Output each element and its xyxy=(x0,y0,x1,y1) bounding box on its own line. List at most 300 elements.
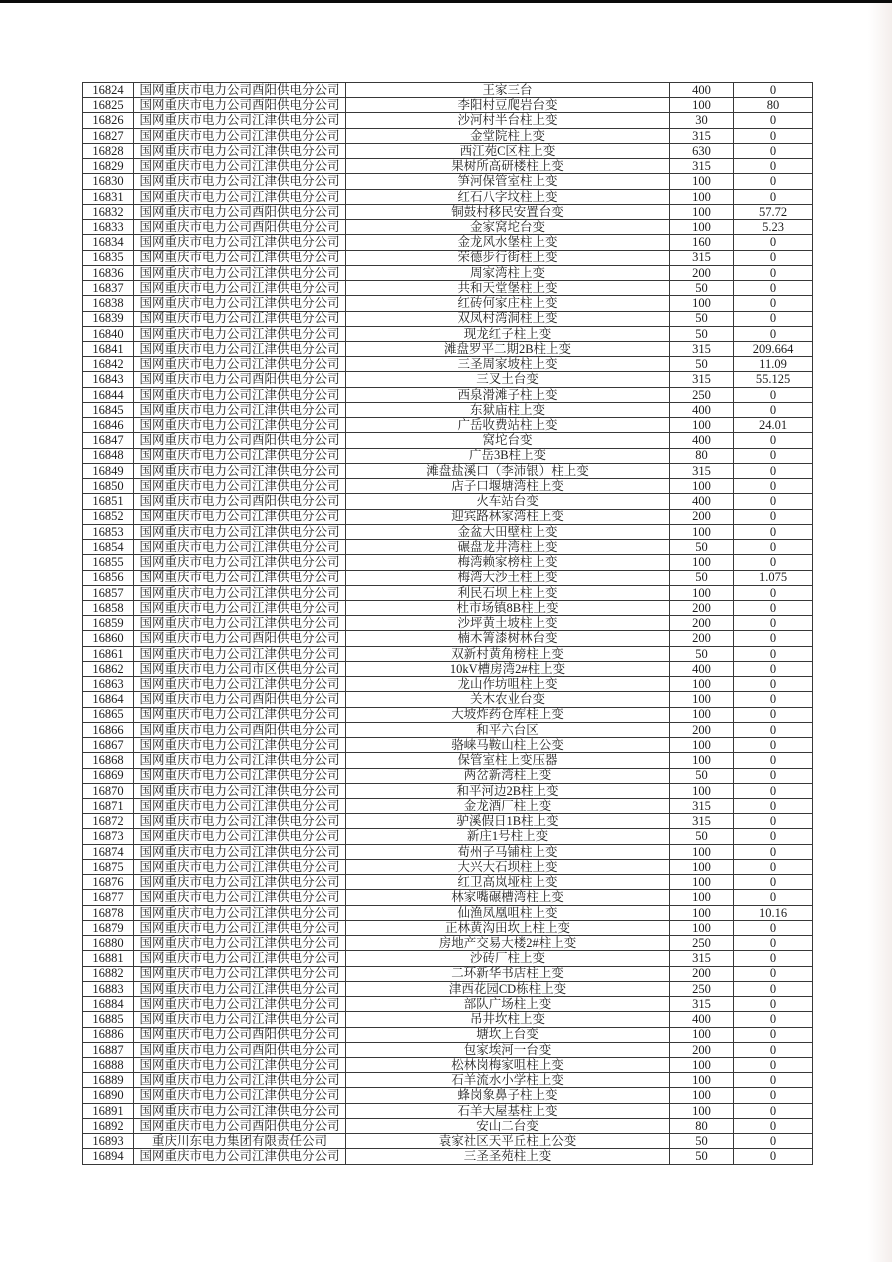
cell-company-name: 重庆川东电力集团有限责任公司 xyxy=(134,1134,346,1149)
cell-capacity: 400 xyxy=(670,1012,734,1027)
table-row xyxy=(83,600,813,615)
cell-station-name: 房地产交易大楼2#柱上变 xyxy=(346,936,670,951)
table-row xyxy=(83,570,813,585)
cell-company-name: 国网重庆市电力公司江津供电分公司 xyxy=(134,357,346,372)
cell-company-name: 国网重庆市电力公司江津供电分公司 xyxy=(134,1088,346,1103)
cell-energy-value: 5.23 xyxy=(734,220,813,235)
cell-company-name: 国网重庆市电力公司酉阳供电分公司 xyxy=(134,1042,346,1057)
cell-energy-value: 0 xyxy=(734,479,813,494)
cell-station-name: 利民石坝上柱上变 xyxy=(346,585,670,600)
cell-capacity: 315 xyxy=(670,951,734,966)
cell-row-id: 16856 xyxy=(83,570,134,585)
table-row xyxy=(83,235,813,250)
cell-capacity: 100 xyxy=(670,189,734,204)
cell-energy-value: 24.01 xyxy=(734,418,813,433)
cell-station-name: 大坡炸药仓库柱上变 xyxy=(346,707,670,722)
cell-station-name: 二环新华书店柱上变 xyxy=(346,966,670,981)
cell-company-name: 国网重庆市电力公司江津供电分公司 xyxy=(134,799,346,814)
cell-row-id: 16889 xyxy=(83,1073,134,1088)
cell-capacity: 100 xyxy=(670,98,734,113)
cell-capacity: 100 xyxy=(670,920,734,935)
cell-station-name: 西江苑C区柱上变 xyxy=(346,143,670,158)
cell-row-id: 16855 xyxy=(83,555,134,570)
cell-capacity: 100 xyxy=(670,875,734,890)
cell-energy-value: 0 xyxy=(734,631,813,646)
cell-company-name: 国网重庆市电力公司江津供电分公司 xyxy=(134,250,346,265)
cell-capacity: 100 xyxy=(670,555,734,570)
cell-company-name: 国网重庆市电力公司江津供电分公司 xyxy=(134,402,346,417)
cell-station-name: 袁家社区天平丘柱上公变 xyxy=(346,1134,670,1149)
cell-station-name: 吊井坎柱上变 xyxy=(346,1012,670,1027)
cell-company-name: 国网重庆市电力公司江津供电分公司 xyxy=(134,524,346,539)
cell-energy-value: 0 xyxy=(734,1118,813,1133)
cell-row-id: 16853 xyxy=(83,524,134,539)
cell-row-id: 16892 xyxy=(83,1118,134,1133)
cell-capacity: 315 xyxy=(670,463,734,478)
cell-company-name: 国网重庆市电力公司江津供电分公司 xyxy=(134,463,346,478)
table-row xyxy=(83,1042,813,1057)
cell-capacity: 50 xyxy=(670,768,734,783)
cell-row-id: 16876 xyxy=(83,875,134,890)
cell-station-name: 松林岗梅家咀柱上变 xyxy=(346,1058,670,1073)
cell-row-id: 16826 xyxy=(83,113,134,128)
cell-company-name: 国网重庆市电力公司江津供电分公司 xyxy=(134,540,346,555)
cell-company-name: 国网重庆市电力公司江津供电分公司 xyxy=(134,768,346,783)
cell-station-name: 沙河村半台柱上变 xyxy=(346,113,670,128)
table-row xyxy=(83,920,813,935)
cell-energy-value: 0 xyxy=(734,677,813,692)
cell-energy-value: 0 xyxy=(734,250,813,265)
cell-station-name: 沙坪黄土坡柱上变 xyxy=(346,616,670,631)
cell-station-name: 正林黄沟田坎上柱上变 xyxy=(346,920,670,935)
cell-capacity: 315 xyxy=(670,250,734,265)
cell-station-name: 和平河边2B柱上变 xyxy=(346,783,670,798)
cell-station-name: 西泉滑滩子柱上变 xyxy=(346,387,670,402)
cell-station-name: 现龙红子柱上变 xyxy=(346,326,670,341)
cell-station-name: 龙山作坊咀柱上变 xyxy=(346,677,670,692)
cell-company-name: 国网重庆市电力公司江津供电分公司 xyxy=(134,753,346,768)
cell-capacity: 50 xyxy=(670,326,734,341)
cell-capacity: 100 xyxy=(670,1103,734,1118)
cell-energy-value: 209.664 xyxy=(734,341,813,356)
cell-capacity: 400 xyxy=(670,402,734,417)
cell-capacity: 250 xyxy=(670,936,734,951)
cell-company-name: 国网重庆市电力公司江津供电分公司 xyxy=(134,509,346,524)
page-top-edge-bar xyxy=(0,0,892,3)
cell-company-name: 国网重庆市电力公司江津供电分公司 xyxy=(134,570,346,585)
cell-energy-value: 0 xyxy=(734,799,813,814)
cell-station-name: 金堂院柱上变 xyxy=(346,128,670,143)
cell-energy-value: 0 xyxy=(734,997,813,1012)
cell-row-id: 16863 xyxy=(83,677,134,692)
cell-energy-value: 0 xyxy=(734,1134,813,1149)
table-row xyxy=(83,707,813,722)
cell-row-id: 16868 xyxy=(83,753,134,768)
cell-station-name: 广岳3B柱上变 xyxy=(346,448,670,463)
cell-row-id: 16833 xyxy=(83,220,134,235)
cell-energy-value: 0 xyxy=(734,875,813,890)
cell-energy-value: 0 xyxy=(734,661,813,676)
cell-station-name: 楠木箐漆树林台变 xyxy=(346,631,670,646)
cell-capacity: 200 xyxy=(670,966,734,981)
cell-energy-value: 0 xyxy=(734,128,813,143)
cell-company-name: 国网重庆市电力公司酉阳供电分公司 xyxy=(134,1118,346,1133)
cell-energy-value: 10.16 xyxy=(734,905,813,920)
cell-company-name: 国网重庆市电力公司江津供电分公司 xyxy=(134,844,346,859)
cell-energy-value: 0 xyxy=(734,646,813,661)
cell-row-id: 16877 xyxy=(83,890,134,905)
table-row xyxy=(83,540,813,555)
cell-energy-value: 0 xyxy=(734,1042,813,1057)
cell-capacity: 250 xyxy=(670,387,734,402)
cell-station-name: 三圣周家坡柱上变 xyxy=(346,357,670,372)
cell-capacity: 100 xyxy=(670,1088,734,1103)
cell-energy-value: 0 xyxy=(734,174,813,189)
cell-row-id: 16852 xyxy=(83,509,134,524)
table-row xyxy=(83,113,813,128)
cell-company-name: 国网重庆市电力公司酉阳供电分公司 xyxy=(134,433,346,448)
cell-row-id: 16873 xyxy=(83,829,134,844)
table-row xyxy=(83,997,813,1012)
cell-energy-value: 0 xyxy=(734,890,813,905)
cell-station-name: 三叉土台变 xyxy=(346,372,670,387)
cell-station-name: 梅湾赖家榜柱上变 xyxy=(346,555,670,570)
cell-energy-value: 0 xyxy=(734,844,813,859)
cell-company-name: 国网重庆市电力公司江津供电分公司 xyxy=(134,479,346,494)
cell-capacity: 250 xyxy=(670,981,734,996)
cell-station-name: 碾盘龙井湾柱上变 xyxy=(346,540,670,555)
cell-station-name: 部队广场柱上变 xyxy=(346,997,670,1012)
cell-row-id: 16838 xyxy=(83,296,134,311)
cell-company-name: 国网重庆市电力公司江津供电分公司 xyxy=(134,555,346,570)
table-row xyxy=(83,859,813,874)
cell-energy-value: 0 xyxy=(734,555,813,570)
cell-station-name: 周家湾柱上变 xyxy=(346,265,670,280)
cell-capacity: 200 xyxy=(670,265,734,280)
cell-capacity: 400 xyxy=(670,83,734,98)
cell-energy-value: 80 xyxy=(734,98,813,113)
cell-capacity: 200 xyxy=(670,1042,734,1057)
cell-row-id: 16837 xyxy=(83,281,134,296)
table-row xyxy=(83,1088,813,1103)
cell-station-name: 杜市场镇8B柱上变 xyxy=(346,600,670,615)
power-station-table xyxy=(82,82,813,1165)
table-row xyxy=(83,1118,813,1133)
cell-station-name: 塘坎上台变 xyxy=(346,1027,670,1042)
table-row xyxy=(83,494,813,509)
cell-capacity: 100 xyxy=(670,890,734,905)
cell-station-name: 双新村黄角榜柱上变 xyxy=(346,646,670,661)
cell-station-name: 仙渔凤凰咀柱上变 xyxy=(346,905,670,920)
cell-row-id: 16831 xyxy=(83,189,134,204)
cell-station-name: 滩盘盐溪口（李沛银）柱上变 xyxy=(346,463,670,478)
cell-company-name: 国网重庆市电力公司江津供电分公司 xyxy=(134,859,346,874)
cell-energy-value: 0 xyxy=(734,814,813,829)
table-row xyxy=(83,159,813,174)
table-row xyxy=(83,128,813,143)
cell-station-name: 店子口堰塘湾柱上变 xyxy=(346,479,670,494)
cell-station-name: 王家三台 xyxy=(346,83,670,98)
cell-row-id: 16867 xyxy=(83,738,134,753)
table-row xyxy=(83,631,813,646)
table-row xyxy=(83,1149,813,1165)
cell-capacity: 100 xyxy=(670,418,734,433)
cell-energy-value: 0 xyxy=(734,936,813,951)
cell-energy-value: 11.09 xyxy=(734,357,813,372)
cell-station-name: 大兴大石坝柱上变 xyxy=(346,859,670,874)
cell-station-name: 双凤村湾洞柱上变 xyxy=(346,311,670,326)
cell-row-id: 16869 xyxy=(83,768,134,783)
cell-row-id: 16836 xyxy=(83,265,134,280)
cell-capacity: 315 xyxy=(670,128,734,143)
cell-energy-value: 0 xyxy=(734,326,813,341)
cell-station-name: 迎宾路林家湾柱上变 xyxy=(346,509,670,524)
cell-energy-value: 0 xyxy=(734,83,813,98)
cell-row-id: 16848 xyxy=(83,448,134,463)
cell-row-id: 16835 xyxy=(83,250,134,265)
table-row xyxy=(83,905,813,920)
cell-energy-value: 0 xyxy=(734,540,813,555)
cell-capacity: 80 xyxy=(670,1118,734,1133)
cell-row-id: 16827 xyxy=(83,128,134,143)
cell-row-id: 16832 xyxy=(83,204,134,219)
cell-station-name: 金龙酒厂柱上变 xyxy=(346,799,670,814)
table-row xyxy=(83,1012,813,1027)
cell-company-name: 国网重庆市电力公司江津供电分公司 xyxy=(134,707,346,722)
cell-energy-value: 0 xyxy=(734,783,813,798)
cell-company-name: 国网重庆市电力公司江津供电分公司 xyxy=(134,265,346,280)
cell-energy-value: 1.075 xyxy=(734,570,813,585)
cell-row-id: 16841 xyxy=(83,341,134,356)
table-row xyxy=(83,585,813,600)
table-row xyxy=(83,875,813,890)
cell-station-name: 和平六台区 xyxy=(346,722,670,737)
table-row xyxy=(83,738,813,753)
cell-capacity: 315 xyxy=(670,799,734,814)
cell-company-name: 国网重庆市电力公司江津供电分公司 xyxy=(134,113,346,128)
table-row xyxy=(83,479,813,494)
cell-capacity: 100 xyxy=(670,844,734,859)
cell-energy-value: 0 xyxy=(734,1088,813,1103)
cell-row-id: 16886 xyxy=(83,1027,134,1042)
cell-energy-value: 0 xyxy=(734,951,813,966)
cell-row-id: 16840 xyxy=(83,326,134,341)
table-row xyxy=(83,616,813,631)
table-row xyxy=(83,753,813,768)
cell-station-name: 新庄1号柱上变 xyxy=(346,829,670,844)
cell-capacity: 100 xyxy=(670,738,734,753)
cell-company-name: 国网重庆市电力公司市区供电分公司 xyxy=(134,661,346,676)
cell-energy-value: 0 xyxy=(734,159,813,174)
cell-energy-value: 57.72 xyxy=(734,204,813,219)
cell-capacity: 100 xyxy=(670,220,734,235)
cell-station-name: 荀州子马铺柱上变 xyxy=(346,844,670,859)
cell-capacity: 200 xyxy=(670,600,734,615)
cell-company-name: 国网重庆市电力公司江津供电分公司 xyxy=(134,1149,346,1165)
cell-energy-value: 0 xyxy=(734,707,813,722)
cell-capacity: 100 xyxy=(670,1027,734,1042)
cell-row-id: 16866 xyxy=(83,722,134,737)
cell-capacity: 315 xyxy=(670,814,734,829)
cell-row-id: 16891 xyxy=(83,1103,134,1118)
cell-company-name: 国网重庆市电力公司江津供电分公司 xyxy=(134,616,346,631)
cell-capacity: 400 xyxy=(670,661,734,676)
table-row xyxy=(83,174,813,189)
cell-company-name: 国网重庆市电力公司酉阳供电分公司 xyxy=(134,372,346,387)
table-row xyxy=(83,143,813,158)
table-row xyxy=(83,722,813,737)
table-row xyxy=(83,250,813,265)
table-row xyxy=(83,463,813,478)
cell-station-name: 红石八字坟柱上变 xyxy=(346,189,670,204)
cell-company-name: 国网重庆市电力公司江津供电分公司 xyxy=(134,997,346,1012)
cell-row-id: 16854 xyxy=(83,540,134,555)
cell-capacity: 80 xyxy=(670,448,734,463)
cell-energy-value: 0 xyxy=(734,966,813,981)
cell-company-name: 国网重庆市电力公司江津供电分公司 xyxy=(134,341,346,356)
table-row xyxy=(83,189,813,204)
cell-row-id: 16883 xyxy=(83,981,134,996)
cell-station-name: 金龙风水堡柱上变 xyxy=(346,235,670,250)
cell-energy-value: 0 xyxy=(734,189,813,204)
cell-company-name: 国网重庆市电力公司江津供电分公司 xyxy=(134,235,346,250)
cell-station-name: 笋河保管室柱上变 xyxy=(346,174,670,189)
table-row xyxy=(83,1027,813,1042)
cell-company-name: 国网重庆市电力公司江津供电分公司 xyxy=(134,936,346,951)
table-row xyxy=(83,281,813,296)
cell-row-id: 16861 xyxy=(83,646,134,661)
cell-capacity: 100 xyxy=(670,479,734,494)
cell-company-name: 国网重庆市电力公司江津供电分公司 xyxy=(134,418,346,433)
cell-capacity: 160 xyxy=(670,235,734,250)
cell-energy-value: 0 xyxy=(734,829,813,844)
cell-row-id: 16851 xyxy=(83,494,134,509)
cell-capacity: 200 xyxy=(670,616,734,631)
cell-row-id: 16884 xyxy=(83,997,134,1012)
cell-company-name: 国网重庆市电力公司酉阳供电分公司 xyxy=(134,722,346,737)
cell-company-name: 国网重庆市电力公司酉阳供电分公司 xyxy=(134,220,346,235)
cell-energy-value: 0 xyxy=(734,1103,813,1118)
table-row xyxy=(83,981,813,996)
cell-company-name: 国网重庆市电力公司酉阳供电分公司 xyxy=(134,204,346,219)
cell-station-name: 金盆大田壁柱上变 xyxy=(346,524,670,539)
cell-company-name: 国网重庆市电力公司江津供电分公司 xyxy=(134,905,346,920)
table-row xyxy=(83,783,813,798)
table-row xyxy=(83,204,813,219)
cell-capacity: 315 xyxy=(670,159,734,174)
cell-capacity: 50 xyxy=(670,540,734,555)
table-row xyxy=(83,966,813,981)
cell-station-name: 窝坨台变 xyxy=(346,433,670,448)
cell-capacity: 100 xyxy=(670,585,734,600)
cell-company-name: 国网重庆市电力公司江津供电分公司 xyxy=(134,875,346,890)
cell-station-name: 火车站台变 xyxy=(346,494,670,509)
cell-company-name: 国网重庆市电力公司江津供电分公司 xyxy=(134,448,346,463)
cell-capacity: 315 xyxy=(670,372,734,387)
table-row xyxy=(83,936,813,951)
cell-row-id: 16890 xyxy=(83,1088,134,1103)
cell-company-name: 国网重庆市电力公司江津供电分公司 xyxy=(134,783,346,798)
cell-row-id: 16881 xyxy=(83,951,134,966)
cell-capacity: 200 xyxy=(670,631,734,646)
cell-station-name: 荣德步行街柱上变 xyxy=(346,250,670,265)
cell-row-id: 16830 xyxy=(83,174,134,189)
cell-capacity: 100 xyxy=(670,296,734,311)
cell-capacity: 30 xyxy=(670,113,734,128)
cell-capacity: 100 xyxy=(670,905,734,920)
cell-row-id: 16849 xyxy=(83,463,134,478)
cell-row-id: 16887 xyxy=(83,1042,134,1057)
cell-company-name: 国网重庆市电力公司江津供电分公司 xyxy=(134,281,346,296)
cell-company-name: 国网重庆市电力公司江津供电分公司 xyxy=(134,920,346,935)
cell-company-name: 国网重庆市电力公司酉阳供电分公司 xyxy=(134,494,346,509)
cell-company-name: 国网重庆市电力公司江津供电分公司 xyxy=(134,326,346,341)
cell-company-name: 国网重庆市电力公司酉阳供电分公司 xyxy=(134,98,346,113)
cell-company-name: 国网重庆市电力公司江津供电分公司 xyxy=(134,890,346,905)
cell-row-id: 16858 xyxy=(83,600,134,615)
table-row xyxy=(83,524,813,539)
cell-station-name: 石羊流水小学柱上变 xyxy=(346,1073,670,1088)
table-row xyxy=(83,98,813,113)
cell-company-name: 国网重庆市电力公司江津供电分公司 xyxy=(134,829,346,844)
cell-station-name: 津西花园CD栋柱上变 xyxy=(346,981,670,996)
cell-energy-value: 0 xyxy=(734,1058,813,1073)
cell-energy-value: 0 xyxy=(734,753,813,768)
cell-company-name: 国网重庆市电力公司江津供电分公司 xyxy=(134,600,346,615)
cell-energy-value: 0 xyxy=(734,296,813,311)
cell-row-id: 16859 xyxy=(83,616,134,631)
table-row xyxy=(83,814,813,829)
cell-energy-value: 0 xyxy=(734,143,813,158)
cell-station-name: 驴溪假日1B柱上变 xyxy=(346,814,670,829)
table-body xyxy=(83,83,813,1165)
table-row xyxy=(83,220,813,235)
table-row xyxy=(83,372,813,387)
table-row xyxy=(83,402,813,417)
cell-row-id: 16893 xyxy=(83,1134,134,1149)
cell-capacity: 630 xyxy=(670,143,734,158)
cell-row-id: 16872 xyxy=(83,814,134,829)
table-row xyxy=(83,433,813,448)
cell-energy-value: 0 xyxy=(734,113,813,128)
cell-station-name: 共和天堂堡柱上变 xyxy=(346,281,670,296)
cell-row-id: 16834 xyxy=(83,235,134,250)
cell-row-id: 16846 xyxy=(83,418,134,433)
cell-station-name: 三圣圣苑柱上变 xyxy=(346,1149,670,1165)
cell-company-name: 国网重庆市电力公司江津供电分公司 xyxy=(134,738,346,753)
table-row xyxy=(83,829,813,844)
table-row xyxy=(83,326,813,341)
cell-row-id: 16847 xyxy=(83,433,134,448)
table-row xyxy=(83,677,813,692)
cell-station-name: 铜鼓村移民安置台变 xyxy=(346,204,670,219)
cell-station-name: 保管室柱上变压器 xyxy=(346,753,670,768)
table-row xyxy=(83,1103,813,1118)
cell-energy-value: 0 xyxy=(734,722,813,737)
cell-station-name: 骆崃马鞍山柱上公变 xyxy=(346,738,670,753)
table-row xyxy=(83,83,813,98)
cell-capacity: 100 xyxy=(670,174,734,189)
cell-energy-value: 0 xyxy=(734,494,813,509)
cell-capacity: 100 xyxy=(670,707,734,722)
cell-company-name: 国网重庆市电力公司江津供电分公司 xyxy=(134,1103,346,1118)
table-row xyxy=(83,692,813,707)
cell-company-name: 国网重庆市电力公司江津供电分公司 xyxy=(134,646,346,661)
cell-station-name: 包家埃河一台变 xyxy=(346,1042,670,1057)
cell-capacity: 50 xyxy=(670,570,734,585)
cell-station-name: 安山二台变 xyxy=(346,1118,670,1133)
cell-energy-value: 0 xyxy=(734,1073,813,1088)
